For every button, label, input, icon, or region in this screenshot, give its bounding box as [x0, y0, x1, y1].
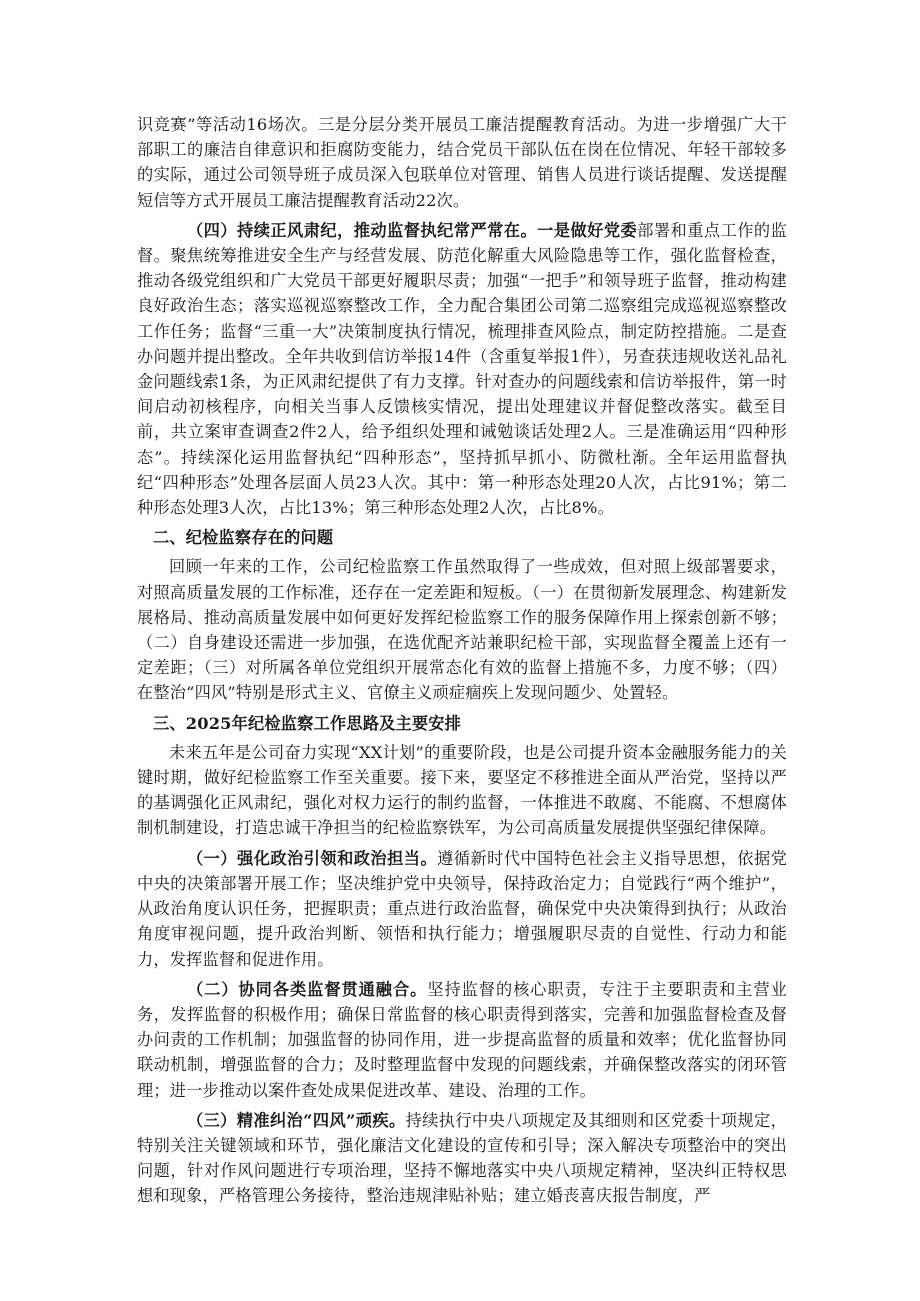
paragraph-2-text: 部署和重点工作的监督。聚焦统筹推进安全生产与经营发展、防范化解重大风险隐患等工作，强化监督检查，推动各级党组织和广大党员干部更好履职尽责；加强“一把手”和领导班子监督，推动构建良好政治生态；落实巡视巡察整改工作，全力配合集团公司第二巡察组完成巡视巡察整改工作任务；监督“三重一大”决策制度执行情况，梳理排查风险点，制定防控措施。二是查办问题并提出整改。全年共收到信访举报14件（含重复举报1件），另查获违规收送礼品礼金问题线索1条，为正风肃纪提供了有力支撑。针对查办的问题线索和信访举报件，第一时间启动初核程序，向相关当事人反馈核实情况，提出处理建议并督促整改落实。截至目前，共立案审查调查2件2人，给予组织处理和诫勉谈话处理2人。三是准确运用“四种形态”。持续深化运用监督执纪“四种形态”，坚持抓早抓小、防微杜渐。全年运用监督执纪“四种形态”处理各层面人员23人次。其中：第一种形态处理20人次，占比91%；第二种形态处理3人次，占比13%；第三种形态处理2人次，占比8%。 — [137, 220, 787, 518]
paragraph-5 — [137, 846, 787, 972]
section-heading-3: 三、2025年纪检监察工作思路及主要安排 — [153, 713, 462, 733]
paragraph-4 — [137, 740, 787, 841]
paragraph-1 — [137, 112, 787, 213]
paragraph-2 — [137, 218, 787, 520]
paragraph-6 — [137, 977, 787, 1103]
paragraph-7 — [137, 1108, 787, 1209]
paragraph-5-text: 遵循新时代中国特色社会主义指导思想，依据党中央的决策部署开展工作；坚决维护党中央领导，保持政治定力；自觉践行“两个维护”，从政治角度认识任务，把握职责；重点进行政治监督，确保党中央决策得到执行；从政治角度审视问题，提升政治判断、领悟和执行能力；增强履职尽责的自觉性、行动力和能力，发挥监督和促进作用。 — [137, 848, 788, 969]
paragraph-4-text: 未来五年是公司奋力实现“XX计划”的重要阶段，也是公司提升资本金融服务能力的关键时期，做好纪检监察工作至关重要。接下来，要坚定不移推进全面从严治党，坚持以严的基调强化正风肃纪，强化对权力运行的制约监督，一体推进不敢腐、不能腐、不想腐体制机制建设，打造忠诚干净担当的纪检监察铁军，为公司高质量发展提供坚强纪律保障。 — [137, 742, 787, 838]
paragraph-3-text: 回顾一年来的工作，公司纪检监察工作虽然取得了一些成效，但对照上级部署要求，对照高质量发展的工作标准，还存在一定差距和短板。（一）在贯彻新发展理念、构建新发展格局、推动高质量发展中如何更好发挥纪检监察工作的服务保障作用上探索创新不够；（二）自身建设还需进一步加强，在选优配齐站兼职纪检干部，实现监督全覆盖上还有一定差距；（三）对所属各单位党组织开展常态化有效的监督上措施不多，力度不够；（四）在整治“四风”特别是形式主义、官僚主义顽症痼疾上发现问题少、处置轻。 — [137, 557, 788, 703]
document-page — [137, 112, 787, 1214]
paragraph-5-lead: （一）强化政治引领和政治担当。 — [187, 848, 438, 868]
paragraph-2-lead: （四）持续正风肃纪，推动监督执纪常严常在。一是做好党委 — [187, 220, 638, 240]
paragraph-7-lead: （三）精准纠治“四风”顽疾。 — [187, 1110, 406, 1130]
paragraph-6-lead: （二）协同各类监督贯通融合。 — [187, 979, 428, 999]
paragraph-3 — [137, 554, 787, 705]
paragraph-1-text: 识竞赛”等活动16场次。三是分层分类开展员工廉洁提醒教育活动。为进一步增强广大干部职工的廉洁自律意识和拒腐防变能力，结合党员干部队伍在岗在位情况、年轻干部较多的实际，通过公司领导班子成员深入包联单位对管理、销售人员进行谈话提醒、发送提醒短信等方式开展员工廉洁提醒教育活动22次。 — [137, 115, 787, 210]
paragraph-7-text: 持续执行中央八项规定及其细则和区党委十项规定，特别关注关键领域和环节，强化廉洁文化建设的宣传和引导；深入解决专项整治中的突出问题，针对作风问题进行专项治理，坚持不懈地落实中央八项规定精神，坚决纠正特权思想和现象，严格管理公务接待，整治违规津贴补贴；建立婚丧喜庆报告制度，严 — [137, 1110, 787, 1206]
section-heading-2: 二、纪检监察存在的问题 — [153, 528, 334, 548]
paragraph-6-text: 坚持监督的核心职责，专注于主要职责和主营业务，发挥监督的积极作用；确保日常监督的核心职责得到落实，完善和加强监督检查及督办问责的工作机制；加强监督的协同作用，进一步提高监督的质量和效率；优化监督协同联动机制，增强监督的合力；及时整理监督中发现的问题线索，并确保整改落实的闭环管理；进一步推动以案件查处成果促进改革、建设、治理的工作。 — [137, 979, 787, 1100]
